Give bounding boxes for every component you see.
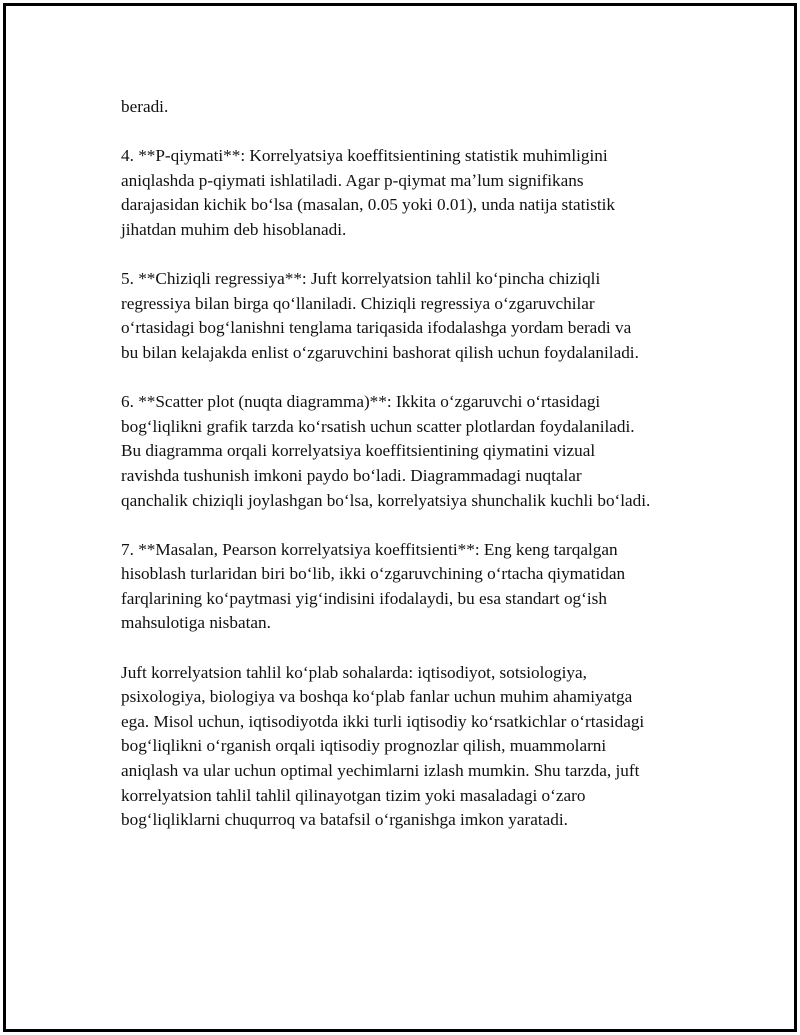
paragraph-linear-regression: 5. **Chiziqli regressiya**: Juft korrelyatsion tahlil koʻpincha chiziqli regressiya bilan birga qoʻllaniladi. Chiziqli regressiya oʻzgaruvchilar oʻrtasidagi bogʻlanishni tenglama tariqasida ifodalashga yordam beradi va bu bilan kelajakda enlist oʻzgaruvchini bashorat qilish uchun foydalaniladi.: [121, 269, 639, 362]
paragraph-p-value: 4. **P-qiymati**: Korrelyatsiya koeffitsientining statistik muhimligini aniqlashda p-qiymati ishlatiladi. Agar p-qiymat maʼlum signifikans darajasidan kichik boʻlsa (masalan, 0.05 yoki 0.01), unda natija statistik jihatdan muhim deb hisoblanadi.: [121, 146, 616, 239]
document-page: [3, 3, 797, 1032]
paragraph-conclusion: Juft korrelyatsion tahlil koʻplab sohalarda: iqtisodiyot, sotsiologiya, psixologiya, biologiya va boshqa koʻplab fanlar uchun muhim ahamiyatga ega. Misol uchun, iqtisodiyotda ikki turli iqtisodiy koʻrsatkichlar oʻrtasidagi bogʻliqlikni oʻrganish orqali iqtisodiy prognozlar qilish, muammolarni aniqlash va ular uchun optimal yechimlarni izlash mumkin. Shu tarzda, juft korrelyatsion tahlil tahlil qilinayotgan tizim yoki masaladagi oʻzaro bogʻliqliklarni chuqurroq va batafsil oʻrganishga imkon yaratadi.: [121, 662, 645, 830]
document-body: [121, 95, 721, 857]
paragraph-pearson: 7. **Masalan, Pearson korrelyatsiya koeffitsienti**: Eng keng tarqalgan hisoblash turlaridan biri boʻlib, ikki oʻzgaruvchining oʻrtacha qiymatidan farqlarining koʻpaytmasi yigʻindisini ifodalaydi, bu esa standart ogʻish mahsulotiga nisbatan.: [121, 539, 626, 633]
paragraph-continuation: beradi.: [121, 97, 169, 116]
paragraph-scatter-plot: 6. **Scatter plot (nuqta diagramma)**: Ikkita oʻzgaruvchi oʻrtasidagi bogʻliqlikni grafik tarzda koʻrsatish uchun scatter plotlardan foydalaniladi. Bu diagramma orqali korrelyatsiya koeffitsientining qiymatini vizual ravishda tushunish imkoni paydo boʻladi. Diagrammadagi nuqtalar qanchalik chiziqli joylashgan boʻlsa, korrelyatsiya shunchalik kuchli boʻladi.: [121, 392, 651, 510]
